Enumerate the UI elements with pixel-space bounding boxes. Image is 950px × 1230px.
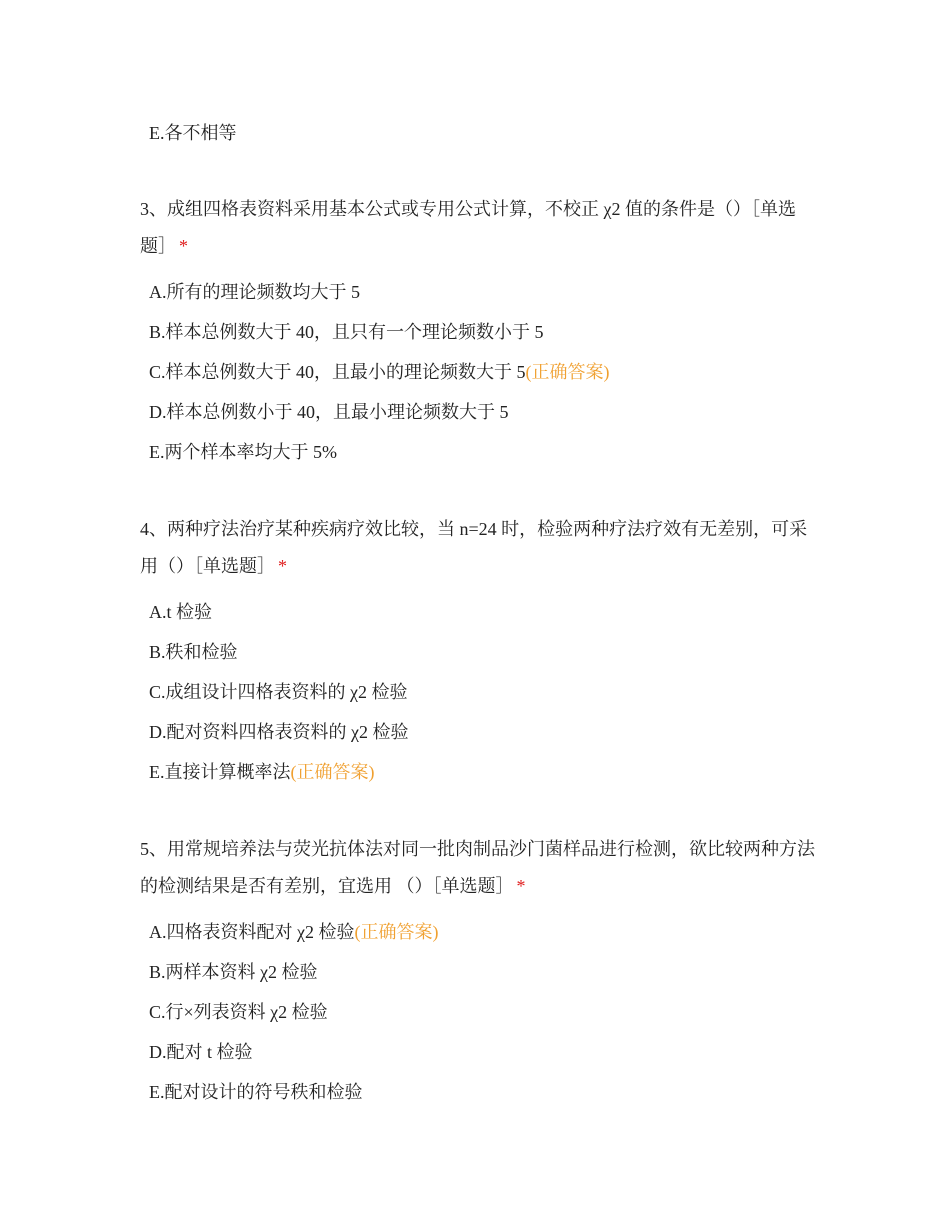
required-asterisk: * (516, 876, 526, 896)
option-list (140, 592, 820, 792)
option-c (149, 672, 820, 712)
option-a (149, 592, 820, 632)
option-text: D.配对资料四格表资料的 χ2 检验 (149, 722, 409, 742)
option-b (149, 312, 820, 352)
option-d (149, 1032, 820, 1072)
option-e (149, 432, 820, 472)
option-text: B.两样本资料 χ2 检验 (149, 962, 318, 982)
question-stem (140, 191, 820, 265)
question-4 (140, 511, 820, 792)
question-5 (140, 831, 820, 1112)
option-c (149, 352, 820, 392)
option-list (140, 272, 820, 472)
option-d (149, 712, 820, 752)
option-b (149, 632, 820, 672)
correct-answer-label: (正确答案) (354, 922, 439, 942)
question-stem (140, 511, 820, 585)
option-text: A.所有的理论频数均大于 5 (149, 282, 360, 302)
correct-answer-label: (正确答案) (290, 762, 375, 782)
option-text: E.各不相等 (149, 123, 237, 143)
question-stem (140, 831, 820, 905)
option-c (149, 992, 820, 1032)
option-b (149, 952, 820, 992)
option-text: E.直接计算概率法 (149, 762, 291, 782)
option-e (149, 1072, 820, 1112)
previous-question-option-e (149, 121, 237, 145)
correct-answer-label: (正确答案) (525, 362, 610, 382)
option-text: C.样本总例数大于 40，且最小的理论频数大于 5 (149, 362, 526, 382)
question-stem-text: 3、成组四格表资料采用基本公式或专用公式计算，不校正 χ2 值的条件是（）［单选题］ (140, 199, 796, 256)
option-text: B.样本总例数大于 40，且只有一个理论频数小于 5 (149, 322, 544, 342)
option-text: C.行×列表资料 χ2 检验 (149, 1002, 328, 1022)
option-text: C.成组设计四格表资料的 χ2 检验 (149, 682, 408, 702)
option-text: B.秩和检验 (149, 642, 238, 662)
option-text: E.配对设计的符号秩和检验 (149, 1082, 363, 1102)
question-stem-text: 4、两种疗法治疗某种疾病疗效比较，当 n=24 时，检验两种疗法疗效有无差别，可采用（）［单选题］ (140, 519, 808, 576)
option-text: E.两个样本率均大于 5% (149, 442, 337, 462)
option-text: A.四格表资料配对 χ2 检验 (149, 922, 355, 942)
required-asterisk: * (278, 556, 287, 576)
option-e (149, 752, 820, 792)
option-text: D.样本总例数小于 40，且最小理论频数大于 5 (149, 402, 509, 422)
question-stem-text: 5、用常规培养法与荧光抗体法对同一批肉制品沙门菌样品进行检测，欲比较两种方法的检测结果是否有差别，宜选用 （）［单选题］ (140, 839, 815, 896)
option-text: A.t 检验 (149, 602, 212, 622)
question-3 (140, 191, 820, 472)
option-a (149, 272, 820, 312)
option-a (149, 912, 820, 952)
option-d (149, 392, 820, 432)
option-list (140, 912, 820, 1112)
option-text: D.配对 t 检验 (149, 1042, 253, 1062)
required-asterisk: * (179, 236, 188, 256)
